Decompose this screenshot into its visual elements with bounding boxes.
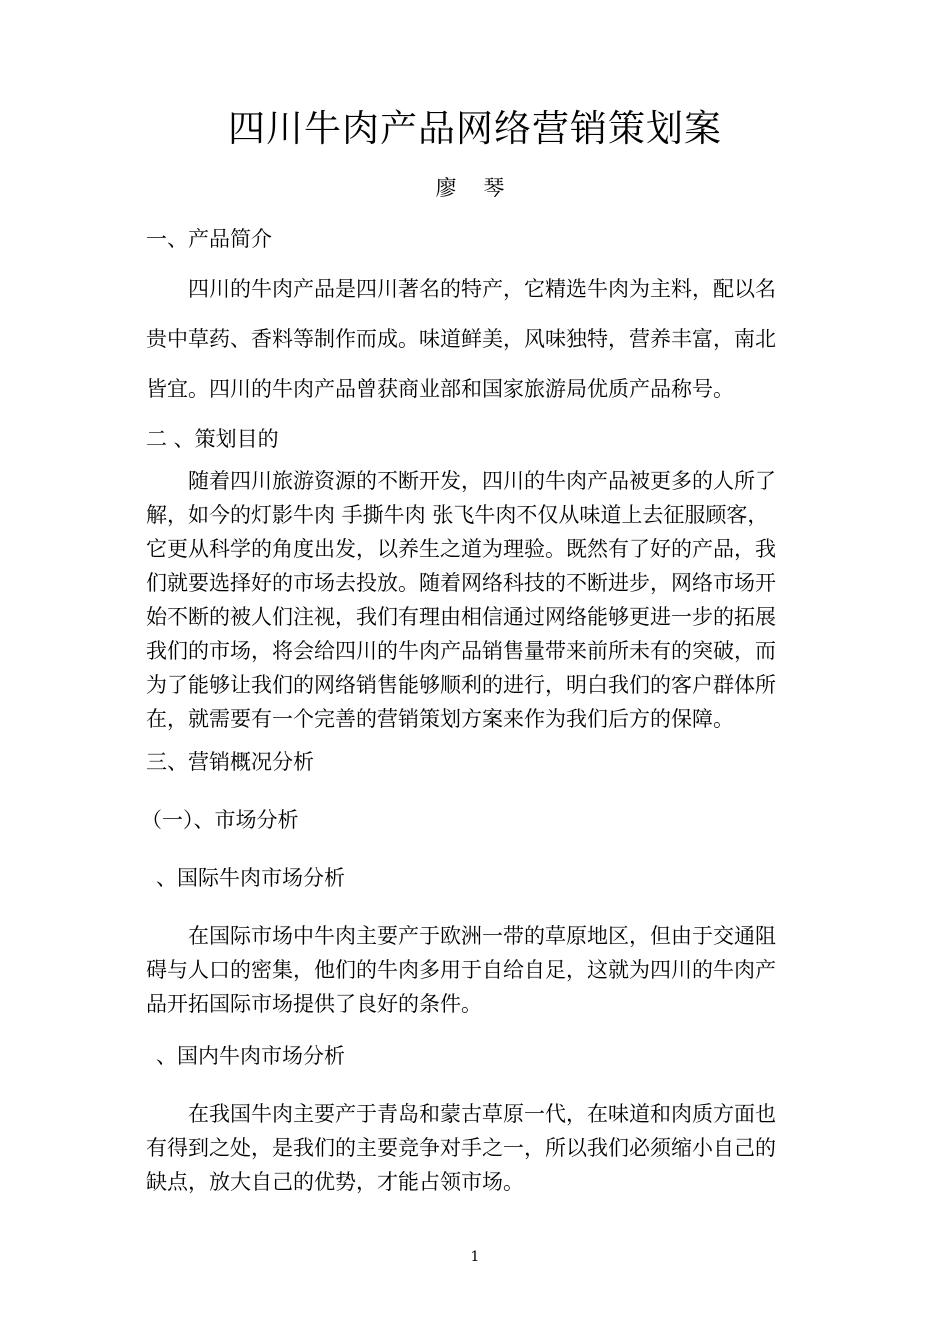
- section-heading-purpose: 二 、策划目的: [146, 427, 279, 451]
- paragraph-line: 在国际市场中牛肉主要产于欧洲一带的草原地区，但由于交通阻: [188, 924, 776, 948]
- subsection-heading-market: （一）、市场分析: [141, 808, 299, 832]
- paragraph-line: 有得到之处，是我们的主要竞争对手之一，所以我们必须缩小自己的: [146, 1136, 776, 1160]
- paragraph-line: 在，就需要有一个完善的营销策划方案来作为我们后方的保障。: [146, 707, 734, 731]
- paragraph-line: 解，如今的灯影牛肉 手撕牛肉 张飞牛肉不仅从味道上去征服顾客，: [146, 503, 769, 527]
- paragraph-line: 品开拓国际市场提供了良好的条件。: [146, 992, 482, 1016]
- section-heading-intro: 一、产品简介: [146, 227, 272, 251]
- paragraph-line: 缺点，放大自己的优势，才能占领市场。: [146, 1170, 524, 1194]
- paragraph-line: 皆宜。四川的牛肉产品曾获商业部和国家旅游局优质产品称号。: [146, 377, 734, 401]
- subsection-heading-international: 、国际牛肉市场分析: [156, 866, 345, 890]
- page-number: 1: [470, 1249, 480, 1265]
- paragraph-line: 们就要选择好的市场去投放。随着网络科技的不断进步，网络市场开: [146, 571, 776, 595]
- paragraph-line: 在我国牛肉主要产于青岛和蒙古草原一代，在味道和肉质方面也: [188, 1102, 776, 1126]
- section-heading-analysis: 三、营销概况分析: [146, 750, 314, 774]
- author-name: 廖 琴: [435, 176, 515, 200]
- paragraph-line: 它更从科学的角度出发，以养生之道为理验。既然有了好的产品，我: [146, 537, 776, 561]
- paragraph-line: 贵中草药、香料等制作而成。味道鲜美，风味独特，营养丰富，南北: [146, 327, 776, 351]
- paragraph-line: 我们的市场，将会给四川的牛肉产品销售量带来前所未有的突破，而: [146, 639, 776, 663]
- document-title: 四川牛肉产品网络营销策划案: [228, 107, 722, 150]
- paragraph-line: 始不断的被人们注视，我们有理由相信通过网络能够更进一步的拓展: [146, 605, 776, 629]
- subsection-heading-domestic: 、国内牛肉市场分析: [156, 1044, 345, 1068]
- paragraph-line: 碍与人口的密集，他们的牛肉多用于自给自足，这就为四川的牛肉产: [146, 958, 776, 982]
- paragraph-line: 为了能够让我们的网络销售能够顺利的进行，明白我们的客户群体所: [146, 673, 776, 697]
- paragraph-line: 四川的牛肉产品是四川著名的特产，它精选牛肉为主料，配以名: [188, 277, 776, 301]
- paragraph-line: 随着四川旅游资源的不断开发，四川的牛肉产品被更多的人所了: [188, 469, 776, 493]
